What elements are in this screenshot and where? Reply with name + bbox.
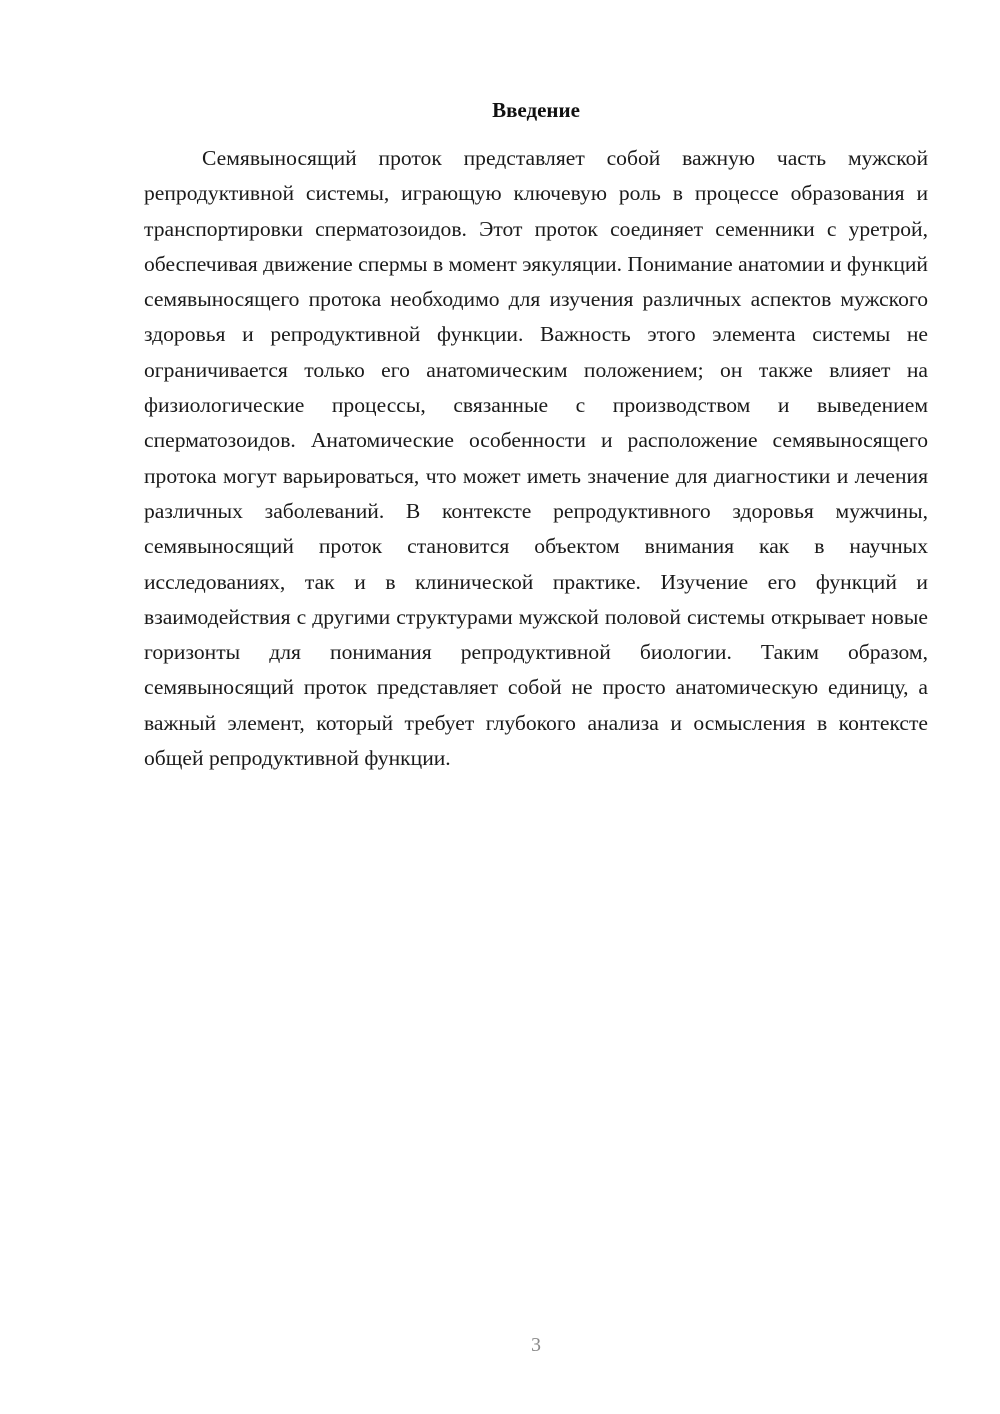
body-paragraph: Семявыносящий проток представляет собой важную часть мужской репродуктивной системы, играющую ключевую роль в процессе образования и транспортировки сперматозоидов. Этот проток соединяет семенники с уретрой, обеспечивая движение спермы в момент эякуляции. Понимание анатомии и функций семявыносящего протока необходимо для изучения различных аспектов мужского здоровья и репродуктивной функции. Важность этого элемента системы не ограничивается только его анатомическим положением; он также влияет на физиологические процессы, связанные с производством и выведением сперматозоидов. Анатомические особенности и расположение семявыносящего протока могут варьироваться, что может иметь значение для диагностики и лечения различных заболеваний. В контексте репродуктивного здоровья мужчины, семявыносящий проток становится объектом внимания как в научных исследованиях, так и в клинической практике. Изучение его функций и взаимодействия с другими структурами мужской половой системы открывает новые горизонты для понимания репродуктивной биологии. Таким образом, семявыносящий проток представляет собой не просто анатомическую единицу, а важный элемент, который требует глубокого анализа и осмысления в контексте общей репродуктивной функции. xyxy=(144,146,928,771)
page-number: 3 xyxy=(531,1334,541,1356)
section-heading: Введение xyxy=(492,98,580,122)
